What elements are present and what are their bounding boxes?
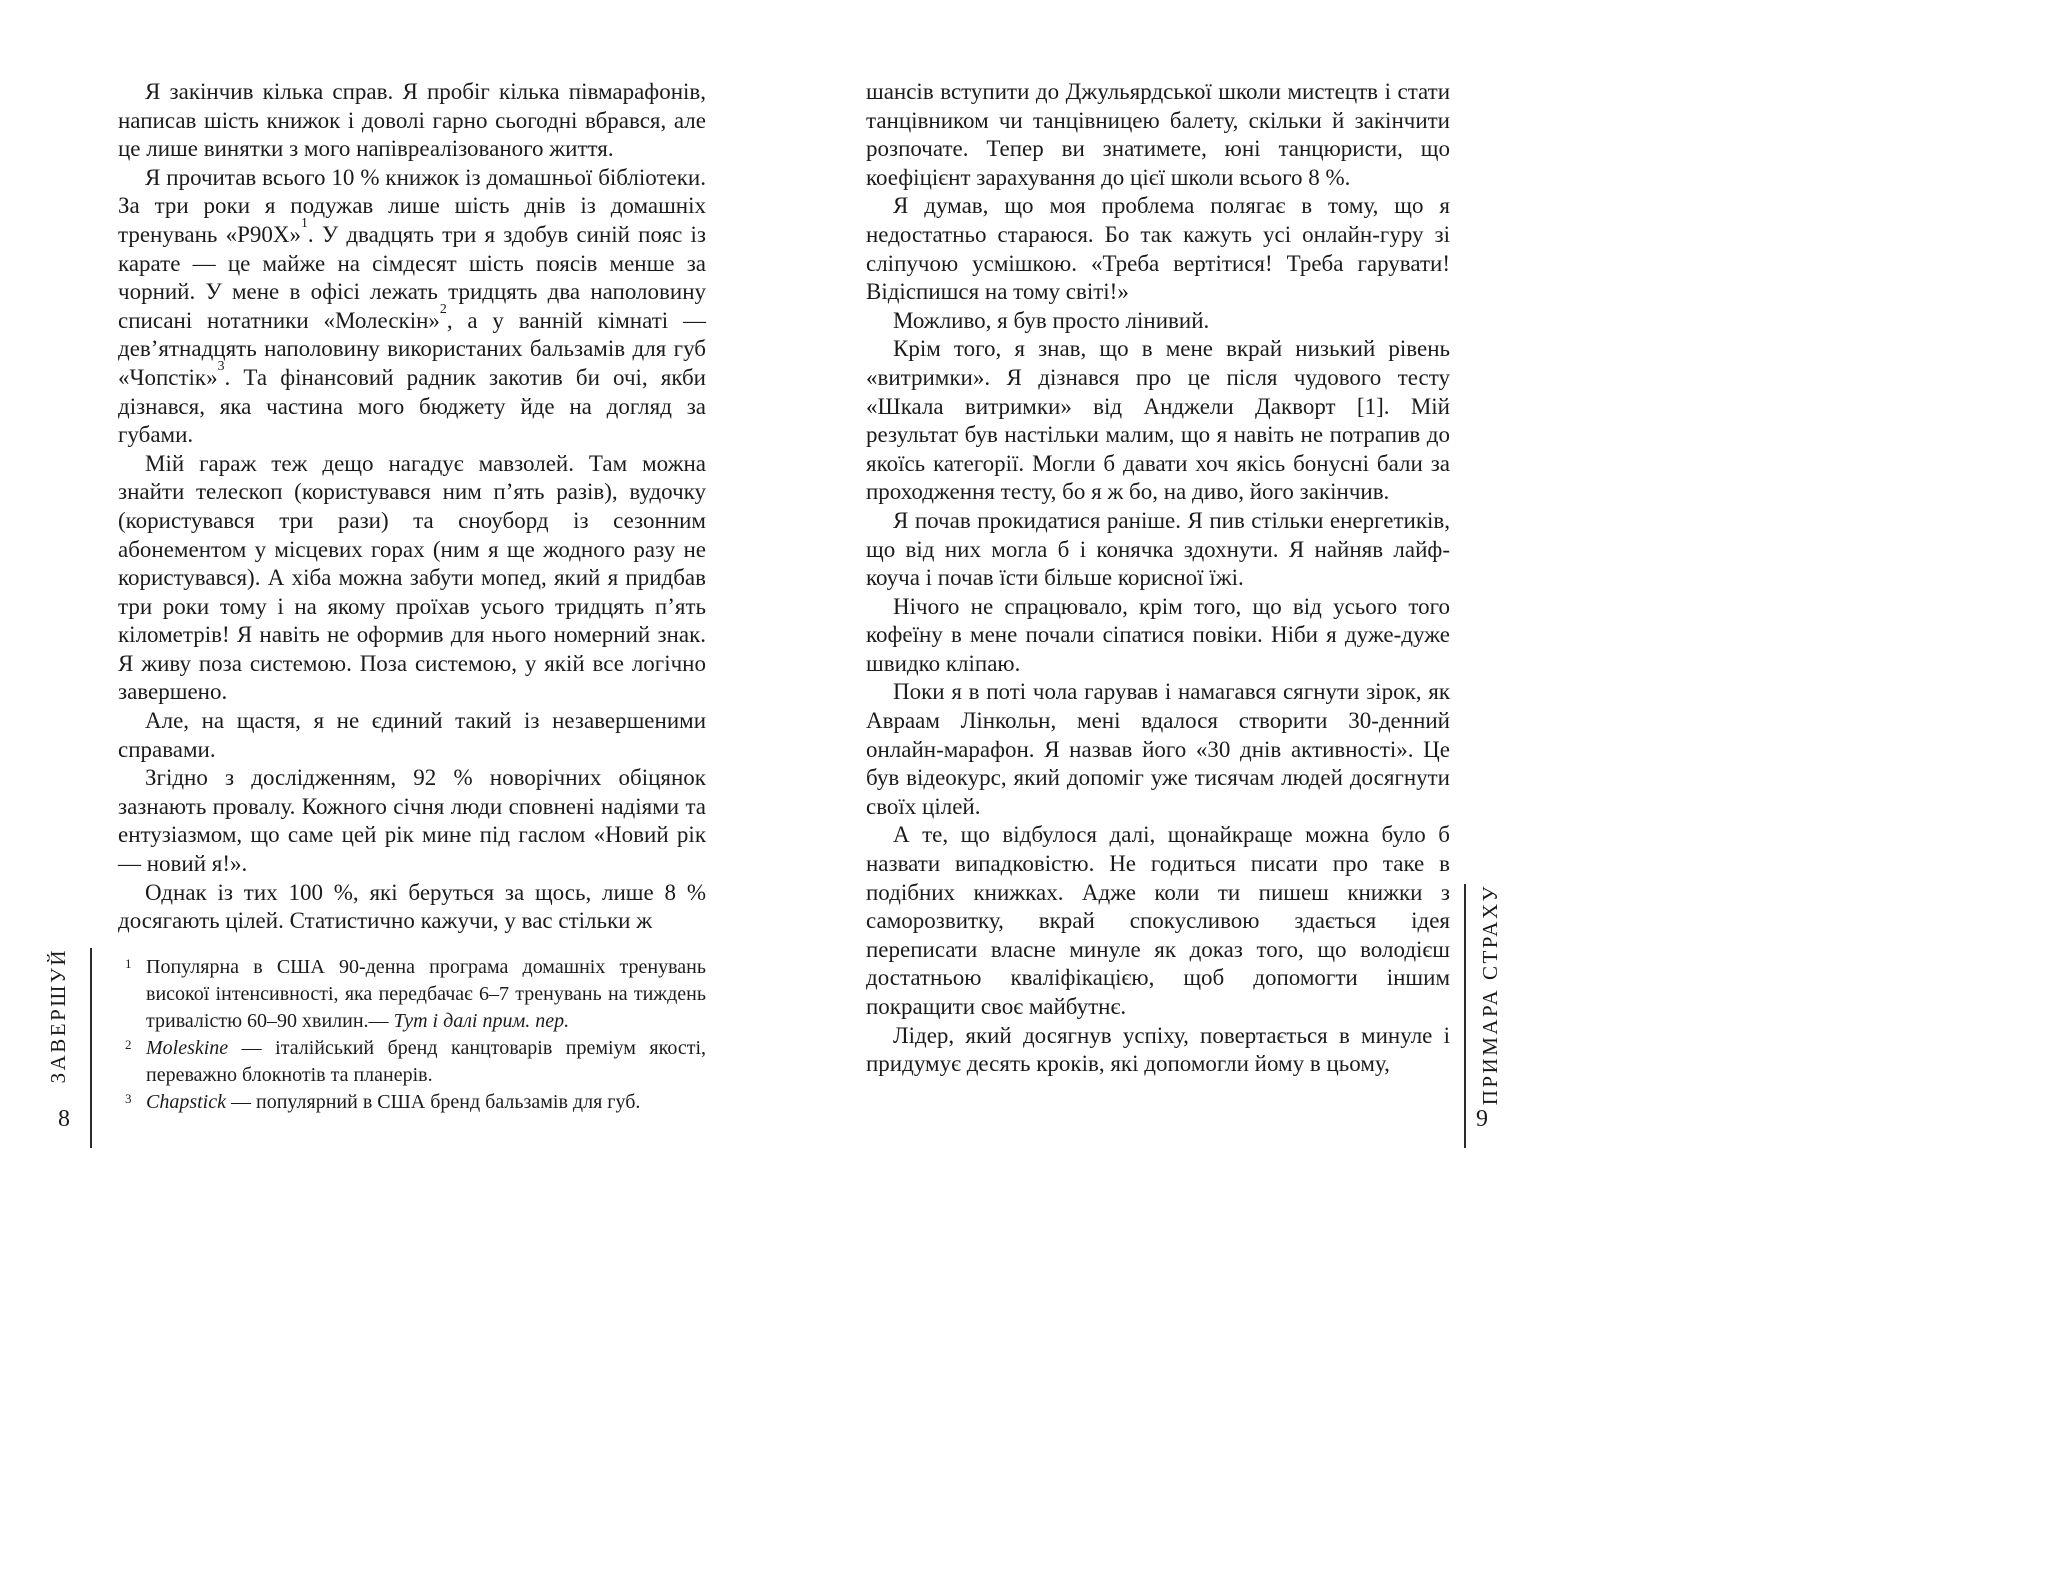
left-running-title: ЗАВЕРШУЙ bbox=[46, 948, 70, 1084]
left-margin-rule bbox=[90, 948, 92, 1148]
paragraph: Я почав прокидатися раніше. Я пив стільки енергетиків, що від них могла б і конячка здохнути. Я найняв лайф-коуча і почав їсти більше корисної їжі. bbox=[866, 507, 1450, 591]
footnote-ref: 1 bbox=[301, 215, 308, 231]
paragraph: Але, на щастя, я не єдиний такий із незавершеними справами. bbox=[118, 708, 706, 762]
left-paragraphs bbox=[118, 78, 706, 936]
paragraph: Згідно з дослідженням, 92 % новорічних обіцянок зазнають провалу. Кожного січня люди сповнені надіями та ентузіазмом, що саме цей рік мине під гаслом «Новий рік — новий я!». bbox=[118, 765, 706, 877]
right-margin-rule bbox=[1464, 884, 1466, 1148]
right-text-column bbox=[866, 78, 1450, 1079]
footnote-text: Популярна в США 90-денна програма домашніх тренувань високої інтенсивності, яка передбачає 6–7 тренувань на тиждень тривалістю 60–90 хвилин.— Тут і далі прим. пер. bbox=[146, 955, 706, 1032]
footnote-text: Moleskine — італійський бренд канцтоварів преміум якості, переважно блокнотів та планерів. bbox=[146, 1036, 706, 1086]
footnote bbox=[118, 954, 706, 1035]
footnote-list bbox=[118, 954, 706, 1116]
paragraph: Я думав, що моя проблема полягає в тому, що я недостатньо стараюся. Бо так кажуть усі онлайн-гуру зі сліпучою усмішкою. «Треба вертітися! Треба гарувати! Відіспишся на тому світі!» bbox=[866, 193, 1450, 305]
paragraph: Нічого не спрацювало, крім того, що від усього того кофеїну в мене почали сіпатися повіки. Ніби я дуже-дуже швидко кліпаю. bbox=[866, 593, 1450, 676]
footnote-text: Chapstick — популярний в США бренд бальзамів для губ. bbox=[146, 1090, 641, 1113]
footnote-number: 1 bbox=[125, 955, 132, 971]
footnote bbox=[118, 1089, 706, 1116]
paragraph: Однак із тих 100 %, які беруться за щось, лише 8 % досягають цілей. Статистично кажучи, у вас стільки ж bbox=[118, 879, 706, 934]
right-page-number: 9 bbox=[1476, 1106, 1488, 1132]
paragraph: А те, що відбулося далі, щонайкраще можна було б назвати випадковістю. Не годиться писати про таке в подібних книжках. Адже коли ти пишеш книжки з саморозвитку, вкрай спокусливою здається ідея переписати власне минуле як доказ того, що володієш достатньою кваліфікацією, щоб допомогти іншим покращити своє майбутнє. bbox=[866, 822, 1450, 1019]
paragraph: Крім того, я знав, що в мене вкрай низький рівень «витримки». Я дізнався про це після чудового тесту «Шкала витримки» від Анджели Дакворт [1]. Мій результат був настільки малим, що я навіть не потрапив до якоїсь категорії. Могли б давати хоч якісь бонусні бали за проходження тесту, бо я ж бо, на диво, його закінчив. bbox=[866, 336, 1450, 505]
footnote bbox=[118, 1035, 706, 1089]
right-paragraphs bbox=[866, 78, 1450, 1079]
footnote-number: 3 bbox=[125, 1090, 132, 1106]
footnote-ref: 2 bbox=[439, 300, 447, 316]
paragraph: шансів вступити до Джульярдської школи мистецтв і стати танцівником чи танцівницею балету, скільки й закінчити розпочате. Тепер ви знатимете, юні танцюристи, що коефіцієнт зарахування до цієї школи всього 8 %. bbox=[866, 79, 1450, 190]
paragraph: Поки я в поті чола гарував і намагався сягнути зірок, як Авраам Лінкольн, мені вдалося створити 30-денний онлайн-марафон. Я назвав його «30 днів активності». Це був відеокурс, який допоміг уже тисячам людей досягнути своїх цілей. bbox=[866, 679, 1450, 819]
paragraph: Я прочитав всього 10 % книжок із домашньої бібліотеки. За три роки я подужав лише шість днів із домашніх тренувань «P90X»$^1$. У двадцять три я здобув синій пояс із карате — це майже на сімдесят шість поясів менше за чорний. У мене в офісі лежать тридцять два наполовину списані нотатники «Молескін»$^2$, а у ванній кімнаті — дев’ятнадцять наполовину використаних бальзамів для губ «Чопстік»$^3$. Та фінансовий радник закотив би очі, якби дізнався, яка частина мого бюджету йде на догляд за губами. bbox=[118, 164, 706, 448]
left-page-number: 8 bbox=[58, 1106, 70, 1132]
paragraph: Лідер, який досягнув успіху, повертається в минуле і придумує десять кроків, які допомогли йому в цьому, bbox=[866, 1022, 1450, 1077]
left-text-column bbox=[118, 78, 706, 1116]
footnote-number: 2 bbox=[125, 1036, 132, 1052]
paragraph: Можливо, я був просто лінивий. bbox=[893, 307, 1210, 333]
footnote-ref: 3 bbox=[217, 358, 225, 374]
right-running-title: ПРИМАРА СТРАХУ bbox=[1478, 884, 1502, 1106]
paragraph: Я закінчив кілька справ. Я пробіг кілька півмарафонів, написав шість книжок і доволі гарно сьогодні вбрався, але це лише винятки з мого напівреалізованого життя. bbox=[118, 79, 706, 162]
paragraph: Мій гараж теж дещо нагадує мавзолей. Там можна знайти телескоп (користувався ним п’ять разів), вудочку (користувався три рази) та сноуборд із сезонним абонементом у місцевих горах (ним я ще жодного разу не користувався). А хіба можна забути мопед, який я придбав три роки тому і на якому проїхав усього тридцять п’ять кілометрів! Я навіть не оформив для нього номерний знак. Я живу поза системою. Поза системою, у якій все логічно завершено. bbox=[118, 450, 706, 705]
